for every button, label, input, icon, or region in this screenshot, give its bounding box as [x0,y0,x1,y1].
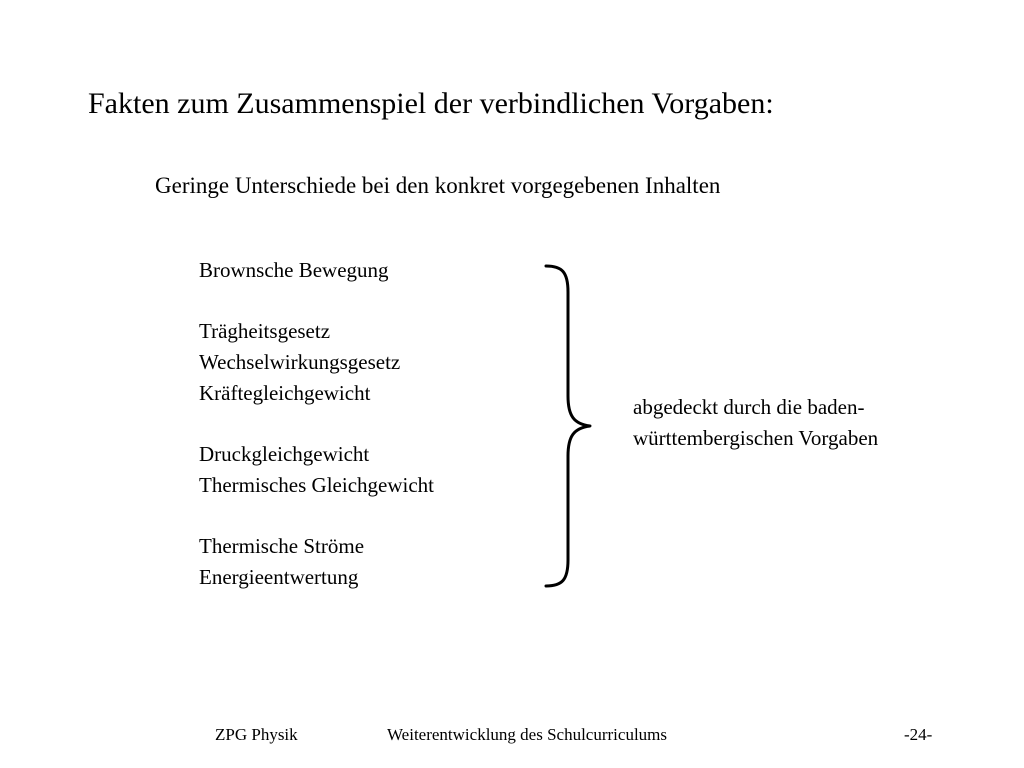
coverage-note-line: württembergischen Vorgaben [633,426,879,450]
footer-organization: ZPG Physik [215,725,298,744]
slide-title: Fakten zum Zusammenspiel der verbindlichen Vorgaben: [88,87,774,120]
topic-list [199,255,434,593]
topic-spacer [199,408,434,439]
page-number: -24- [904,725,933,744]
topic-item: Energieentwertung [199,564,359,589]
topic-spacer [199,501,434,532]
footer-topic: Weiterentwicklung des Schulcurriculums [387,725,668,744]
topic-item: Thermisches Gleichgewicht [199,472,434,497]
topic-item: Brownsche Bewegung [199,258,389,282]
coverage-note-line: abgedeckt durch die baden- [633,395,865,419]
topic-item: Trägheitsgesetz [199,319,331,344]
topic-item: Kräftegleichgewicht [199,380,371,405]
topic-spacer [199,286,434,317]
topic-item: Thermische Ströme [199,534,365,559]
curly-brace-icon [536,258,600,594]
coverage-note [633,392,878,454]
slide-subtitle: Geringe Unterschiede bei den konkret vorgegebenen Inhalten [155,173,721,198]
topic-item: Druckgleichgewicht [199,442,370,467]
topic-item: Wechselwirkungsgesetz [199,350,401,375]
